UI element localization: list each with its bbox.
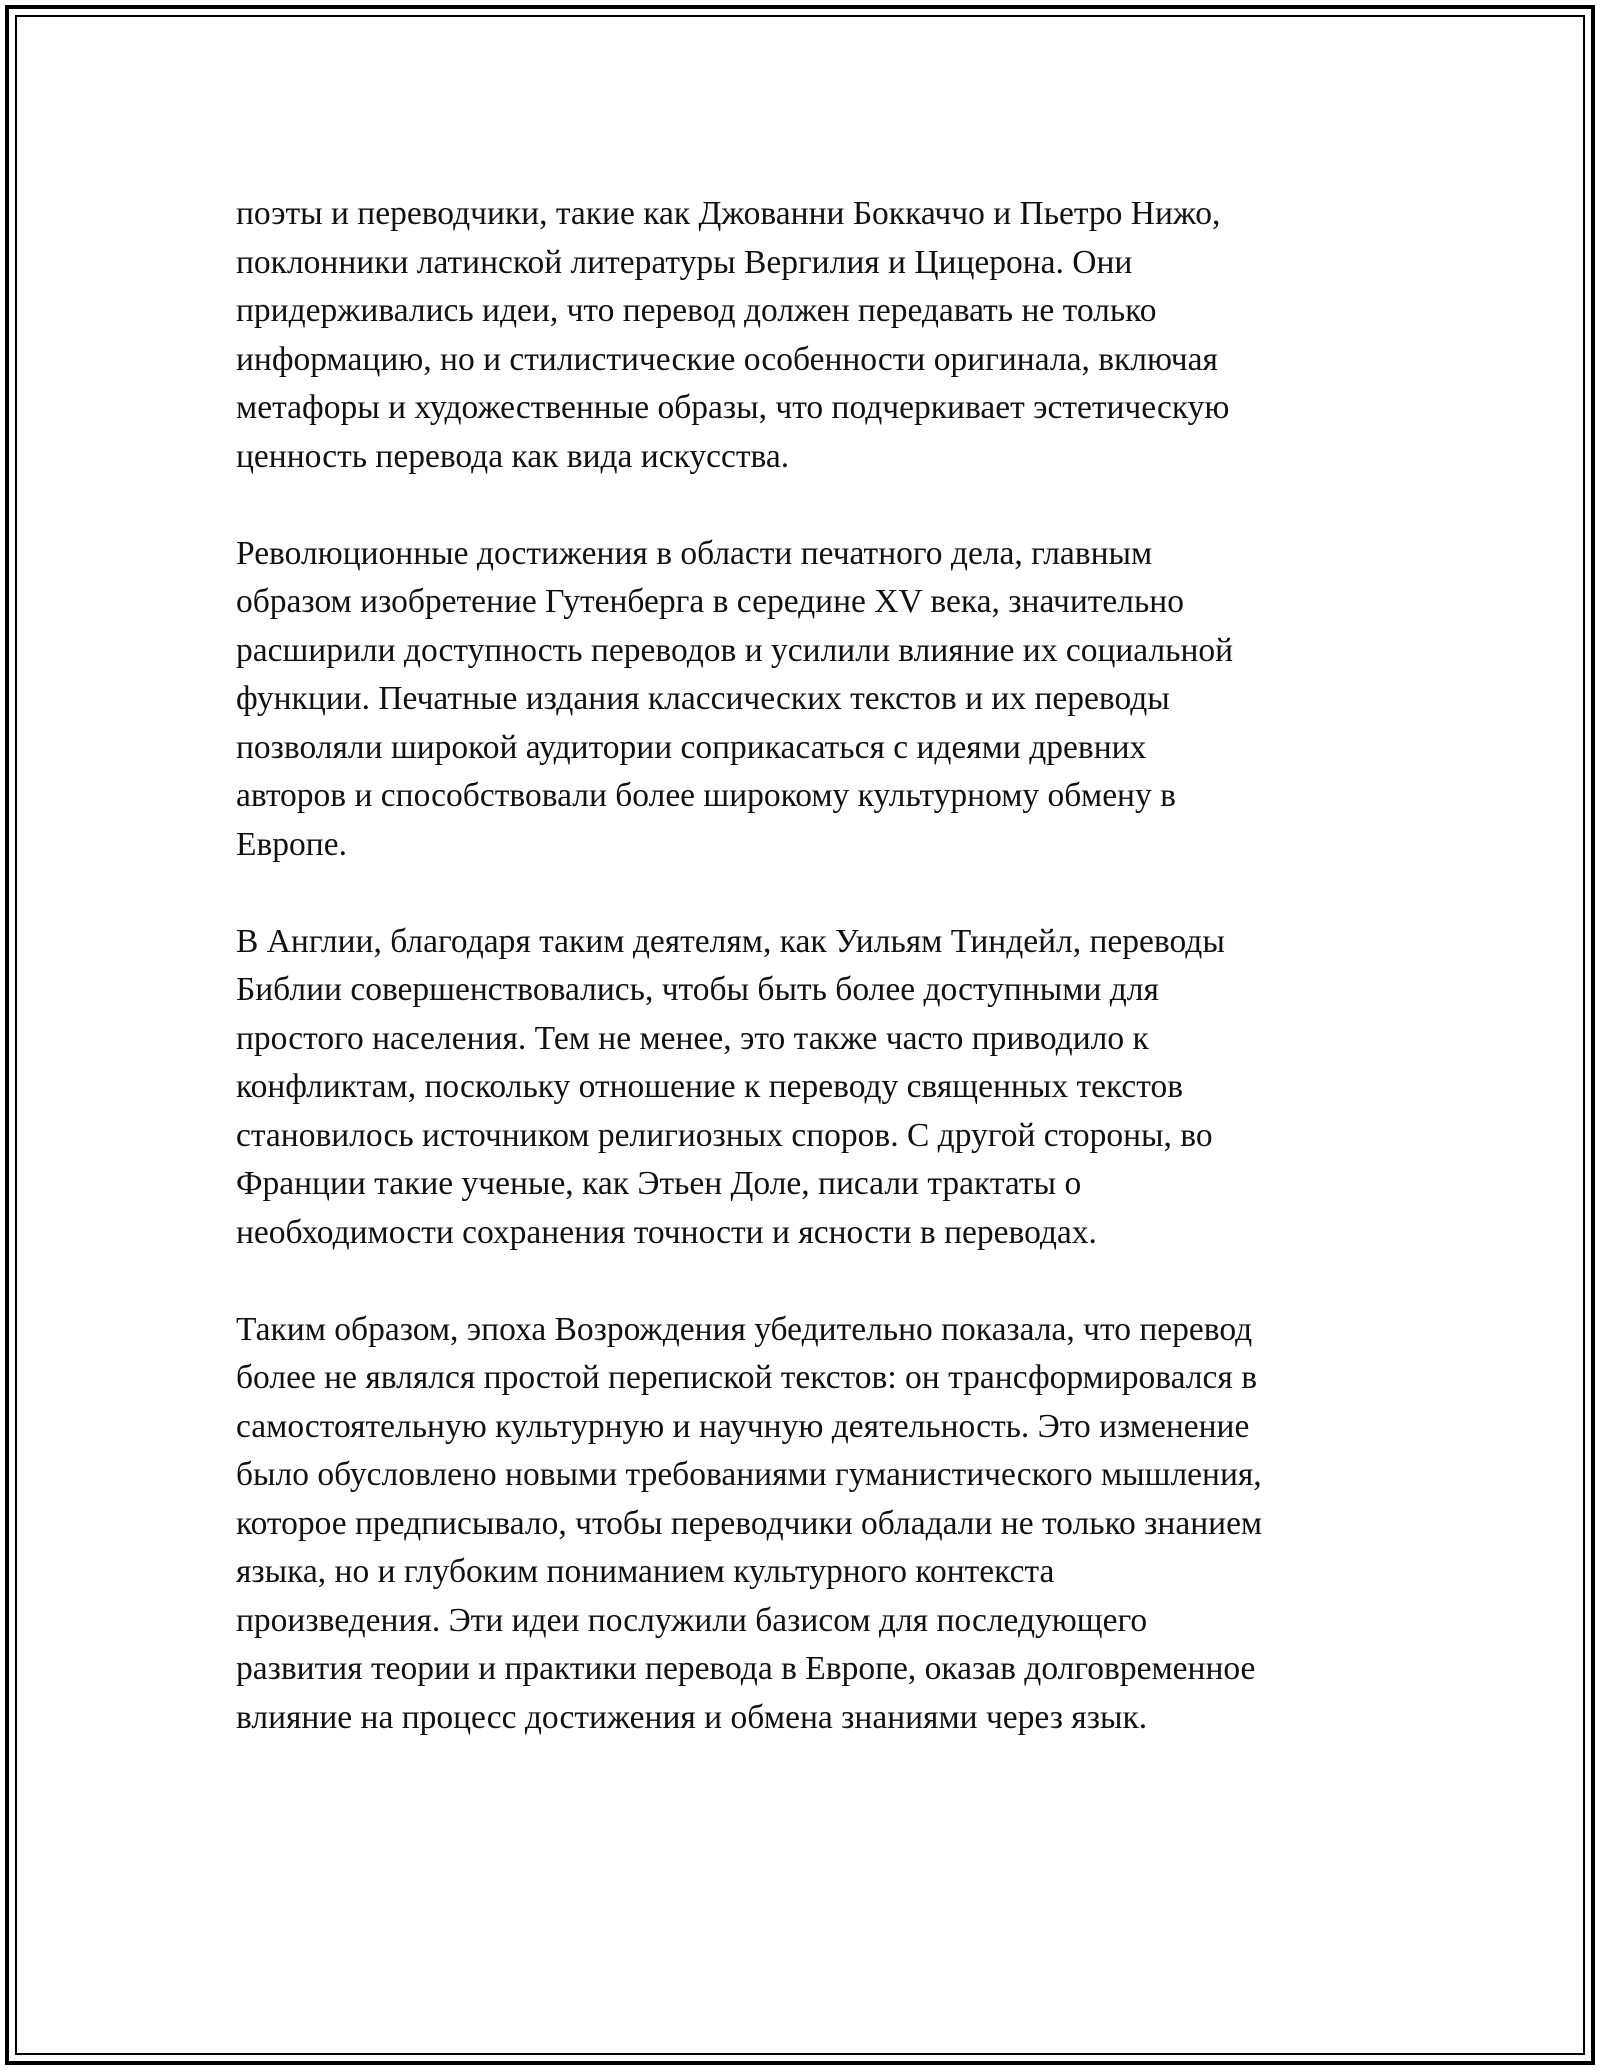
document-body (236, 190, 1376, 1791)
text-line: самостоятельную культурную и научную деятельность. Это изменение (236, 1407, 1250, 1445)
text-line: Франции такие ученые, как Этьен Доле, писали трактаты о (236, 1165, 1082, 1202)
text-line: образом изобретение Гутенберга в середине XV века, значительно (236, 583, 1184, 620)
text-line: позволяли широкой аудитории соприкасаться с идеями древних (236, 728, 1147, 766)
text-line: метафоры и художественные образы, что подчеркивает эстетическую (236, 389, 1230, 426)
text-line: которое предписывало, чтобы переводчики обладали не только знанием (236, 1504, 1263, 1542)
paragraph (236, 190, 1376, 481)
text-line: придерживались идеи, что перевод должен передавать не только (236, 292, 1157, 329)
text-line: Европе. (236, 825, 347, 863)
text-line: было обусловлено новыми требованиями гуманистического мышления, (236, 1456, 1262, 1493)
text-line: Таким образом, эпоха Возрождения убедительно показала, что перевод (236, 1310, 1253, 1348)
text-line: простого населения. Тем не менее, это также часто приводило к (236, 1019, 1149, 1057)
text-line: функции. Печатные издания классических текстов и их переводы (236, 680, 1170, 717)
text-line: Библии совершенствовались, чтобы быть более доступными для (236, 971, 1159, 1008)
text-line: авторов и способствовали более широкому культурному обмену в (236, 777, 1176, 814)
text-line: развития теории и практики перевода в Европе, оказав долговременное (236, 1650, 1256, 1687)
text-line: поэты и переводчики, такие как Джованни Боккаччо и Пьетро Нижо, (236, 195, 1221, 232)
text-line: конфликтам, поскольку отношение к переводу священных текстов (236, 1068, 1184, 1105)
text-line: поклонники латинской литературы Вергилия и Цицерона. Они (236, 243, 1133, 281)
paragraph (236, 1306, 1376, 1743)
text-line: расширили доступность переводов и усилили влияние их социальной (236, 631, 1234, 669)
text-line: ценность перевода как вида искусства. (236, 437, 790, 475)
text-line: В Англии, благодаря таким деятелям, как Уильям Тиндейл, переводы (236, 922, 1225, 960)
text-line: информацию, но и стилистические особенности оригинала, включая (236, 340, 1218, 378)
text-line: более не являлся простой перепиской текстов: он трансформировался в (236, 1359, 1258, 1396)
text-line: языка, но и глубоким пониманием культурного контекста (236, 1553, 1055, 1590)
text-line: Революционные достижения в области печатного дела, главным (236, 534, 1153, 572)
text-line: становилось источником религиозных споров. С другой стороны, во (236, 1116, 1213, 1154)
text-line: необходимости сохранения точности и ясности в переводах. (236, 1213, 1097, 1251)
paragraph (236, 530, 1376, 870)
paragraph (236, 918, 1376, 1258)
text-line: влияние на процесс достижения и обмена знаниями через язык. (236, 1698, 1148, 1736)
text-line: произведения. Эти идеи послужили базисом для последующего (236, 1601, 1148, 1639)
